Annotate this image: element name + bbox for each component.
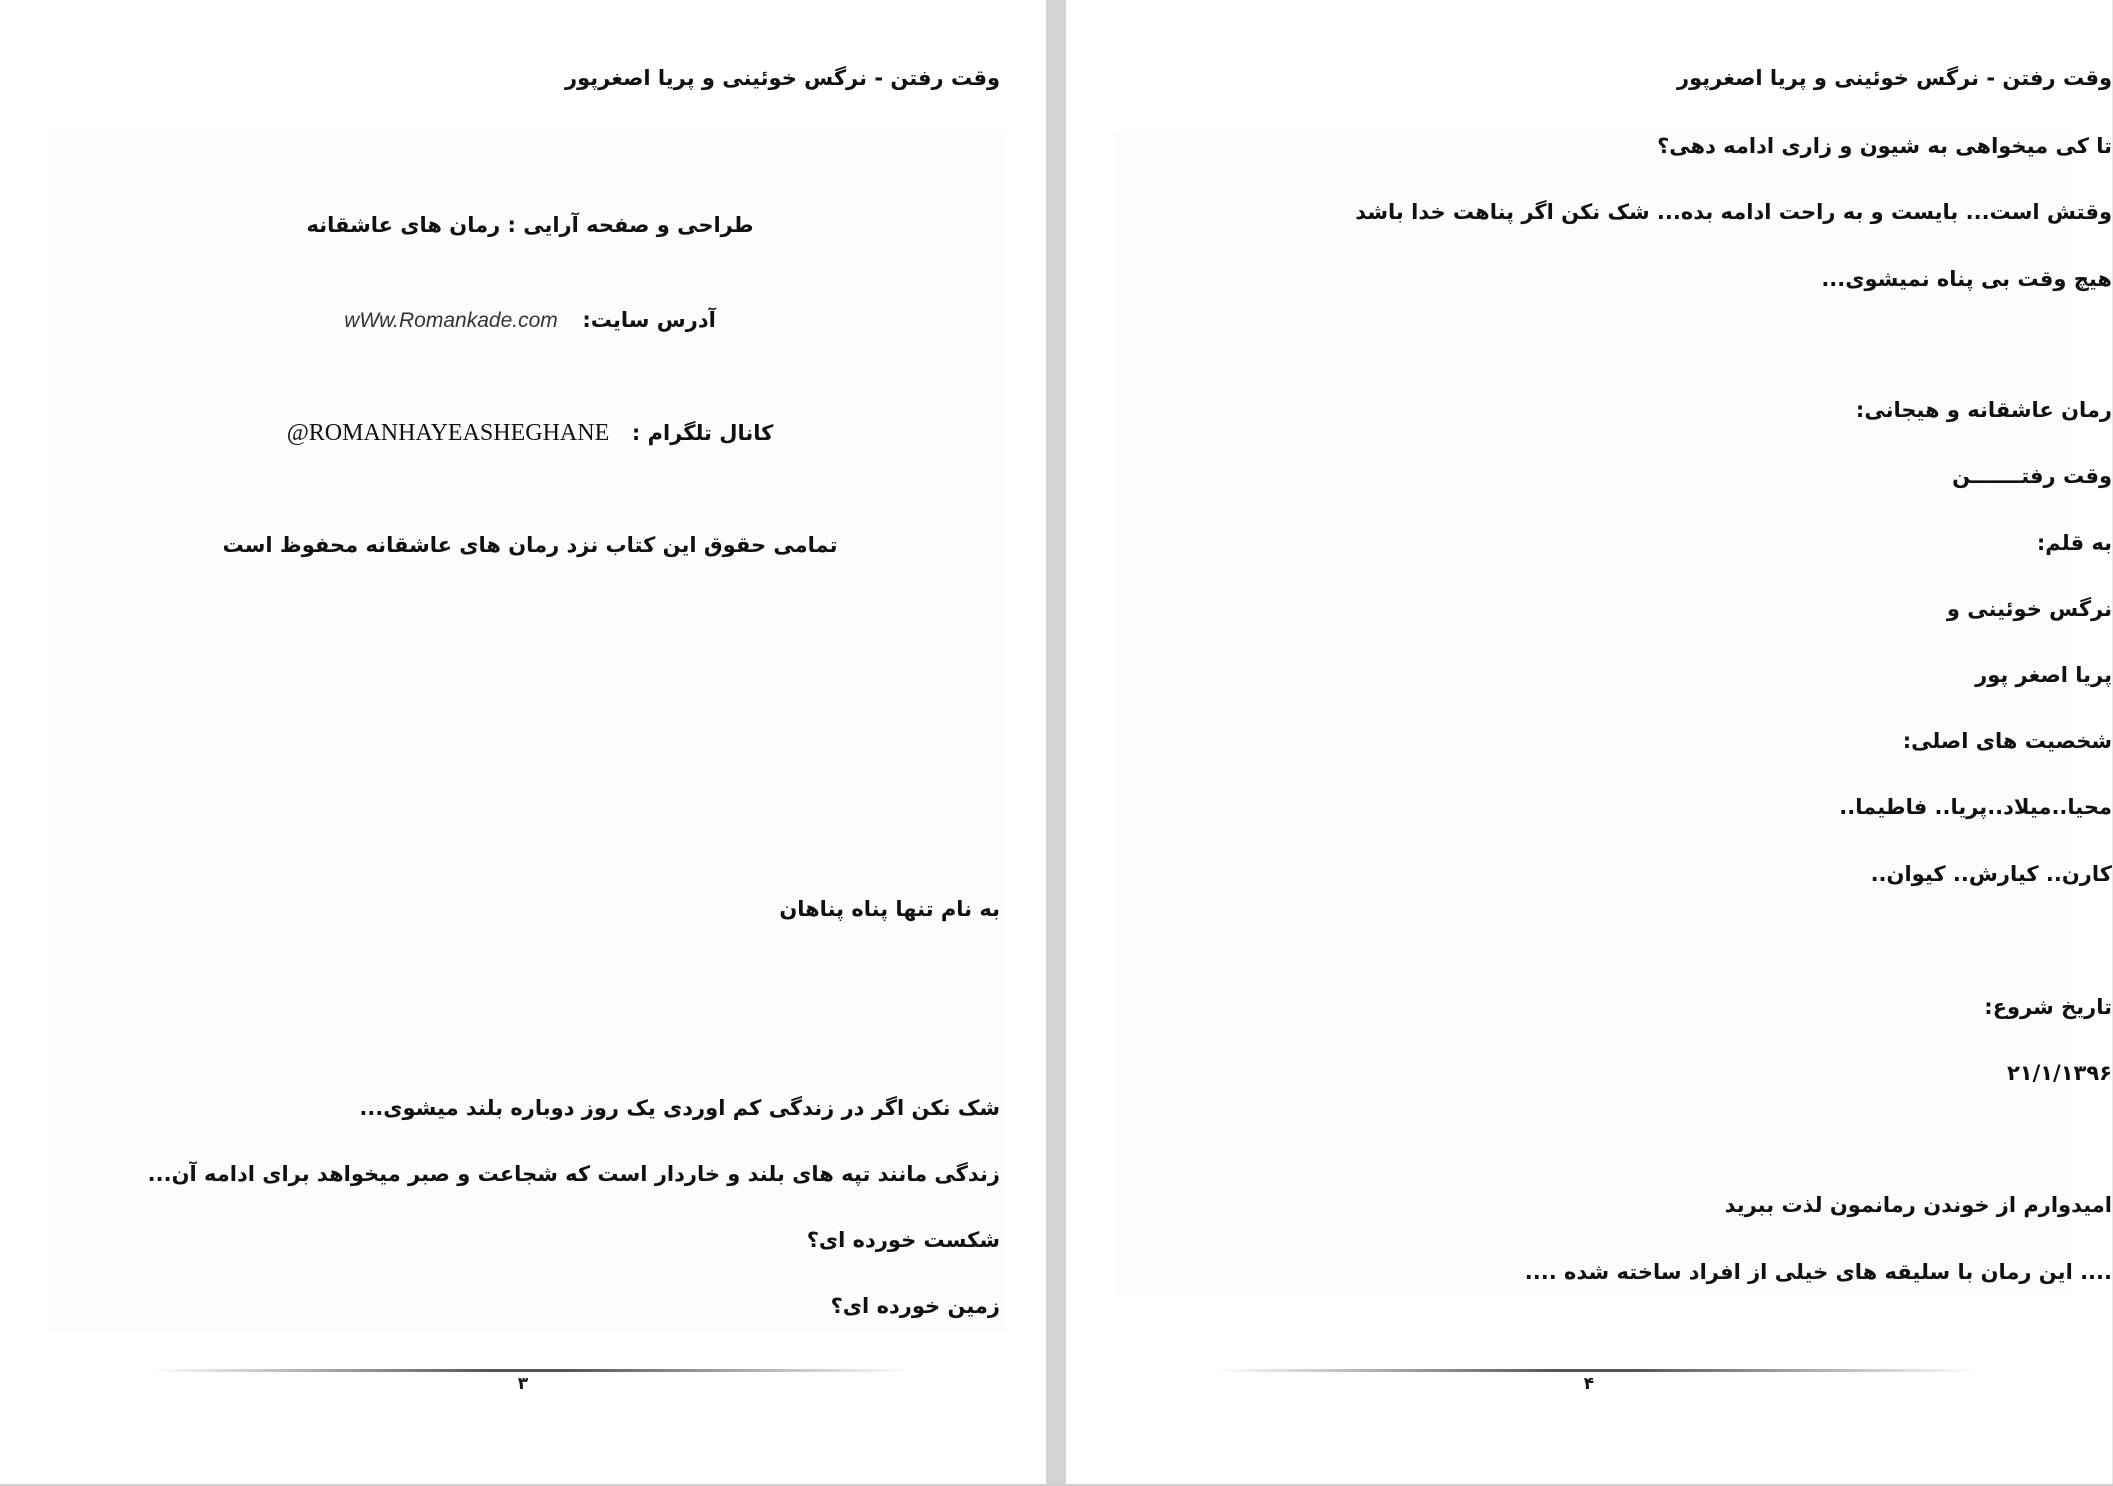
site-address-line (180, 308, 880, 333)
right-footer-rule (1216, 1369, 1976, 1372)
left-page-number: ۳ (517, 1374, 529, 1394)
telegram-channel-line (180, 420, 880, 447)
telegram-label: کانال تلگرام : (631, 421, 774, 445)
right-body-line-5: وقت رفتـــــــن (1952, 464, 2112, 488)
right-body-line-9: شخصیت های اصلی: (1902, 729, 2112, 753)
page-gutter (1046, 0, 1066, 1486)
left-body-line-4: زمین خورده ای؟ (830, 1294, 1000, 1318)
right-body-line-6: به قلم: (2036, 531, 2112, 555)
right-body-line-13: ۲۱/۱/۱۳۹۶ (2006, 1061, 2112, 1085)
design-credit: طراحی و صفحه آرایی : رمان های عاشقانه (306, 213, 754, 237)
right-body-line-3: هیچ وقت بی پناه نمیشوی... (1821, 267, 2112, 291)
right-body-line-14: امیدوارم از خوندن رمانمون لذت ببرید (1724, 1193, 2112, 1217)
left-page (0, 0, 1046, 1484)
copyright-notice: تمامی حقوق این کتاب نزد رمان های عاشقانه محفوظ است (222, 533, 838, 557)
left-running-header: وقت رفتن - نرگس خوئینی و پریا اصغرپور (565, 66, 1000, 90)
telegram-handle[interactable]: @ROMANHAYEASHEGHANE (286, 420, 610, 446)
left-footer-rule (150, 1369, 910, 1372)
left-body-line-1: شک نکن اگر در زندگی کم اوردی یک روز دوباره بلند میشوی... (359, 1096, 1000, 1120)
right-body-line-8: پریا اصغر پور (1975, 663, 2112, 687)
right-body-line-7: نرگس خوئینی و (1946, 597, 2112, 621)
left-body-line-3: شکست خورده ای؟ (806, 1228, 1000, 1252)
right-running-header: وقت رفتن - نرگس خوئینی و پریا اصغرپور (1677, 66, 2112, 90)
right-body-line-15: .... این رمان با سلیقه های خیلی از افراد ساخته شده .... (1524, 1260, 2112, 1284)
right-body-line-1: تا کی میخواهی به شیون و زاری ادامه دهی؟ (1657, 134, 2112, 158)
invocation: به نام تنها پناه پناهان (779, 897, 1000, 921)
right-body-line-10: محیا..میلاد..پریا.. فاطیما.. (1839, 795, 2112, 819)
right-body-line-4: رمان عاشقانه و هیجانی: (1855, 398, 2112, 422)
right-body-line-11: کارن.. کیارش.. کیوان.. (1870, 862, 2112, 886)
right-body-line-12: تاریخ شروع: (1984, 995, 2112, 1019)
right-page-number: ۴ (1583, 1374, 1595, 1394)
right-page (1066, 0, 2112, 1484)
left-body-line-2: زندگی مانند تپه های بلند و خاردار است که شجاعت و صبر میخواهد برای ادامه آن... (147, 1162, 1000, 1186)
right-page-content-area (1116, 130, 2071, 1296)
site-url-link[interactable]: wWw.Romankade.com (344, 309, 558, 332)
right-body-line-2: وقتش است... بایست و به راحت ادامه بده... شک نکن اگر پناهت خدا باشد (1355, 200, 2112, 224)
site-label: آدرس سایت: (582, 308, 716, 332)
